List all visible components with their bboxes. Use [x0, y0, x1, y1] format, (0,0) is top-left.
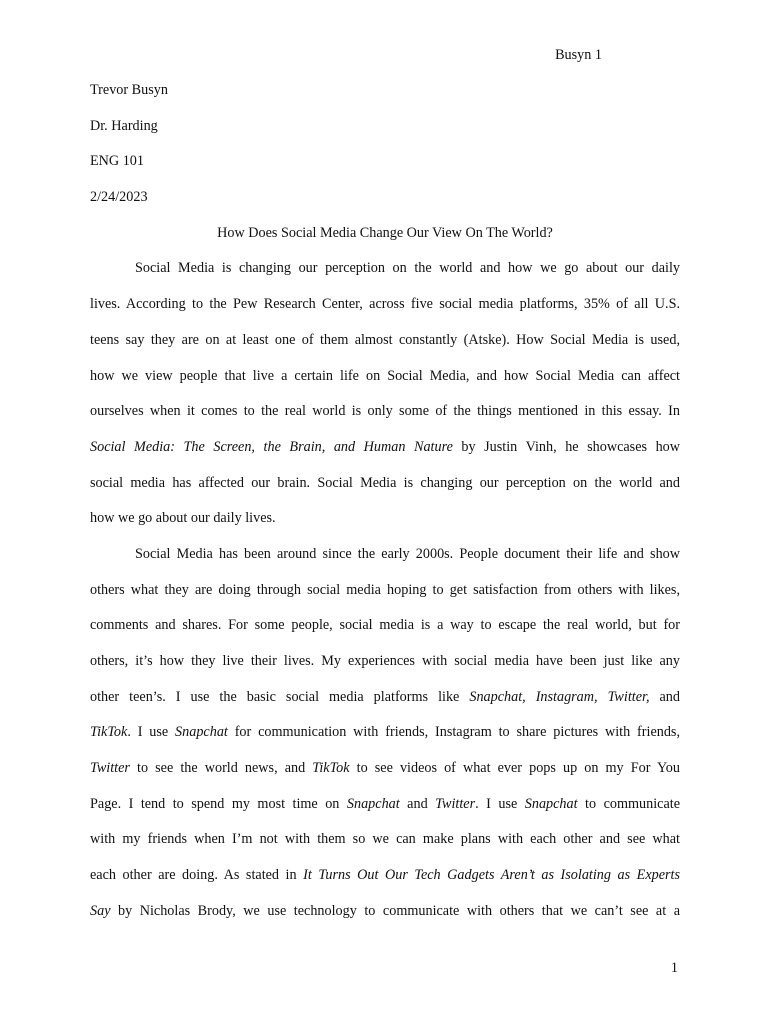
body-text: teens say they are on at least one of them almost constantly (Atske). How Social Media is used,	[90, 331, 680, 348]
body-text: . I use	[475, 795, 525, 812]
paragraph-line	[90, 368, 680, 404]
body-text: by Justin Vinh, he showcases how	[452, 438, 681, 455]
italic-title-text: Snapchat	[175, 724, 228, 741]
body-text: to see videos of what ever pops up on my For You	[349, 760, 680, 777]
body-text: other teen’s. I use the basic social media platforms like	[90, 688, 470, 705]
body-text: ourselves when it comes to the real world is only some of the things mentioned in this essay. In	[90, 403, 680, 420]
paragraph-line	[90, 831, 680, 867]
essay-content	[90, 82, 680, 939]
italic-title-text: Snapchat	[346, 795, 400, 812]
body-text: and	[649, 688, 680, 705]
essay-date: 2/24/2023	[90, 189, 148, 206]
body-text: social media has affected our brain. Social Media is changing our perception on the world and	[90, 474, 680, 491]
paragraph-line	[90, 439, 680, 475]
italic-title-text: Say	[90, 902, 111, 919]
running-head: Busyn 1	[555, 47, 602, 63]
course-name: ENG 101	[90, 153, 144, 170]
paragraph-line	[90, 760, 680, 796]
essay-title: How Does Social Media Change Our View On The World?	[217, 224, 553, 241]
body-text: by Nicholas Brody, we use technology to communicate with others that we can’t see at a	[110, 902, 680, 919]
page-number: 1	[670, 960, 678, 976]
italic-title-text: It Turns Out Our Tech Gadgets Aren’t as Isolating as Experts	[303, 867, 681, 884]
paragraph-line	[90, 475, 680, 511]
student-name: Trevor Busyn	[90, 82, 168, 98]
body-text: others what they are doing through social media hoping to get satisfaction from others with likes,	[90, 581, 680, 598]
paragraph-line	[90, 796, 680, 832]
paragraph-line	[90, 724, 680, 760]
body-text: each other are doing. As stated in	[90, 867, 304, 884]
paragraph-line	[90, 689, 680, 725]
body-text: Page. I tend to spend my most time on	[90, 795, 347, 812]
italic-title-text: Social Media: The Screen, the Brain, and Human Nature	[90, 438, 453, 455]
paragraph-line	[90, 510, 680, 546]
body-text: for communication with friends, Instagram to share pictures with friends,	[227, 724, 681, 741]
body-text: how we go about our daily lives.	[90, 510, 276, 527]
paragraph-line	[90, 617, 680, 653]
body-text: comments and shares. For some people, social media is a way to escape the real world, but for	[90, 617, 680, 634]
italic-title-text: TikTok	[90, 724, 128, 741]
paragraph-line	[90, 332, 680, 368]
paragraph-line	[90, 260, 680, 296]
body-text: to communicate	[577, 795, 680, 812]
body-text: Social Media is changing our perception on the world and how we go about our daily	[135, 260, 680, 277]
paragraph-line	[90, 582, 680, 618]
italic-title-text: Snapchat, Instagram, Twitter,	[469, 688, 650, 705]
paragraph-line	[90, 653, 680, 689]
italic-title-text: Twitter	[90, 760, 130, 777]
body-text: others, it’s how they live their lives. My experiences with social media have been just like any	[90, 653, 680, 669]
paragraph-line	[90, 403, 680, 439]
italic-title-text: Snapchat	[524, 795, 578, 812]
body-text: Social Media has been around since the early 2000s. People document their life and show	[135, 545, 680, 562]
italic-title-text: TikTok	[312, 760, 350, 777]
body-text: . I use	[127, 724, 176, 741]
instructor-name: Dr. Harding	[90, 117, 158, 134]
paragraph-line	[90, 546, 680, 582]
body-text: to see the world news, and	[129, 760, 313, 777]
italic-title-text: Twitter	[435, 795, 476, 812]
body-text: lives. According to the Pew Research Center, across five social media platforms, 35% of all U.S.	[90, 296, 680, 313]
body-text: how we view people that live a certain life on Social Media, and how Social Media can affect	[90, 367, 680, 384]
body-text: with my friends when I’m not with them so we can make plans with each other and see what	[90, 831, 680, 848]
paragraph-line	[90, 296, 680, 332]
body-text: and	[399, 795, 436, 812]
paragraph-line	[90, 867, 680, 903]
paragraph-line	[90, 903, 680, 939]
